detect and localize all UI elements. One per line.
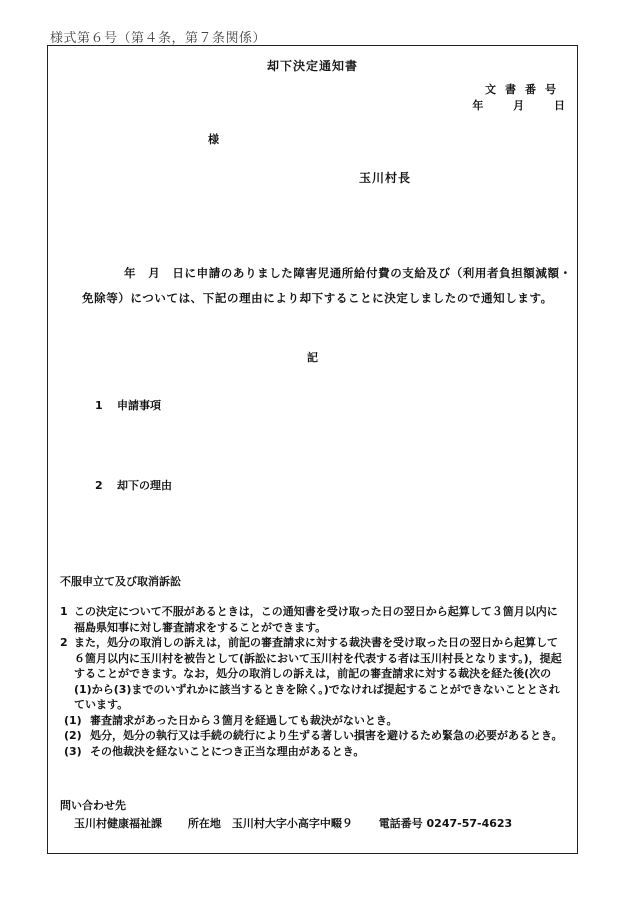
note-number: 2 [60, 636, 68, 649]
note-text: この決定について不服があるときは，この通知書を受け取った日の翌日から起算して３箇月以内に福島県知事に対し審査請求をすることができます。 [74, 605, 558, 634]
sub-note-item [60, 744, 568, 760]
note-item [60, 635, 568, 713]
item-reason [95, 477, 172, 493]
note-item [60, 604, 568, 635]
contact-heading: 問い合わせ先 [60, 799, 126, 812]
contact-department: 玉川村健康福祉課 [74, 817, 162, 830]
item-application [95, 397, 161, 413]
month-label: 月 [513, 99, 525, 112]
recipient-suffix: 様 [208, 133, 219, 146]
date-line [446, 97, 565, 113]
note-text: また，処分の取消しの訴えは，前記の審査請求に対する裁決書を受け取った日の翌日から起算して６箇月以内に玉川村を被告として(訴訟において玉川村を代表する者は玉川村長となります。)，提起することができます。なお，処分の取消しの訴えは，前記の審査請求に対する裁決を経た後(次の(1)から(3)までのいずれかに該当するときを除く。)でなければ提起することができないこととされています。 [74, 636, 562, 711]
sub-note-text: 処分，処分の執行又は手続の続行により生ずる著しい損害を避けるため緊急の必要があるとき。 [90, 729, 563, 742]
sender-name: 玉川村長 [359, 171, 412, 185]
document-title: 却下決定通知書 [266, 59, 358, 73]
document-number-label: 文書番号 [485, 83, 565, 96]
contact-phone: 電話番号 0247-57-4623 [378, 817, 513, 830]
document-frame [47, 45, 578, 854]
contact-address: 所在地 玉川村大字小高字中畷９ [187, 817, 353, 830]
contact-info [74, 815, 534, 831]
sub-note-number: (2) [64, 729, 82, 742]
ki-heading: 記 [307, 351, 318, 364]
sub-note-item [60, 728, 568, 744]
sub-note-number: (3) [64, 744, 82, 758]
year-label: 年 [472, 99, 484, 112]
appeal-notes [60, 604, 568, 759]
sub-note-item [60, 713, 568, 729]
item-number: 1 [95, 399, 103, 412]
note-number: 1 [60, 605, 68, 618]
sub-note-number: (1) [64, 713, 82, 727]
appeal-heading: 不服申立て及び取消訴訟 [60, 575, 181, 588]
form-number-label: 様式第６号（第４条，第７条関係） [50, 31, 267, 46]
item-label: 却下の理由 [117, 479, 172, 492]
sub-note-text: 審査請求があった日から３箇月を経過しても裁決がないとき。 [90, 713, 398, 727]
item-label: 申請事項 [117, 399, 161, 412]
notice-body: 年 月 日に申請のありました障害児通所給付費の支給及び（利用者負担額減額・免除等）については、下記の理由により却下することに決定しましたので通知します。 [82, 266, 572, 305]
sub-note-text: その他裁決を経ないことにつき正当な理由があるとき。 [90, 744, 365, 758]
item-number: 2 [95, 479, 103, 492]
day-label: 日 [554, 99, 565, 112]
